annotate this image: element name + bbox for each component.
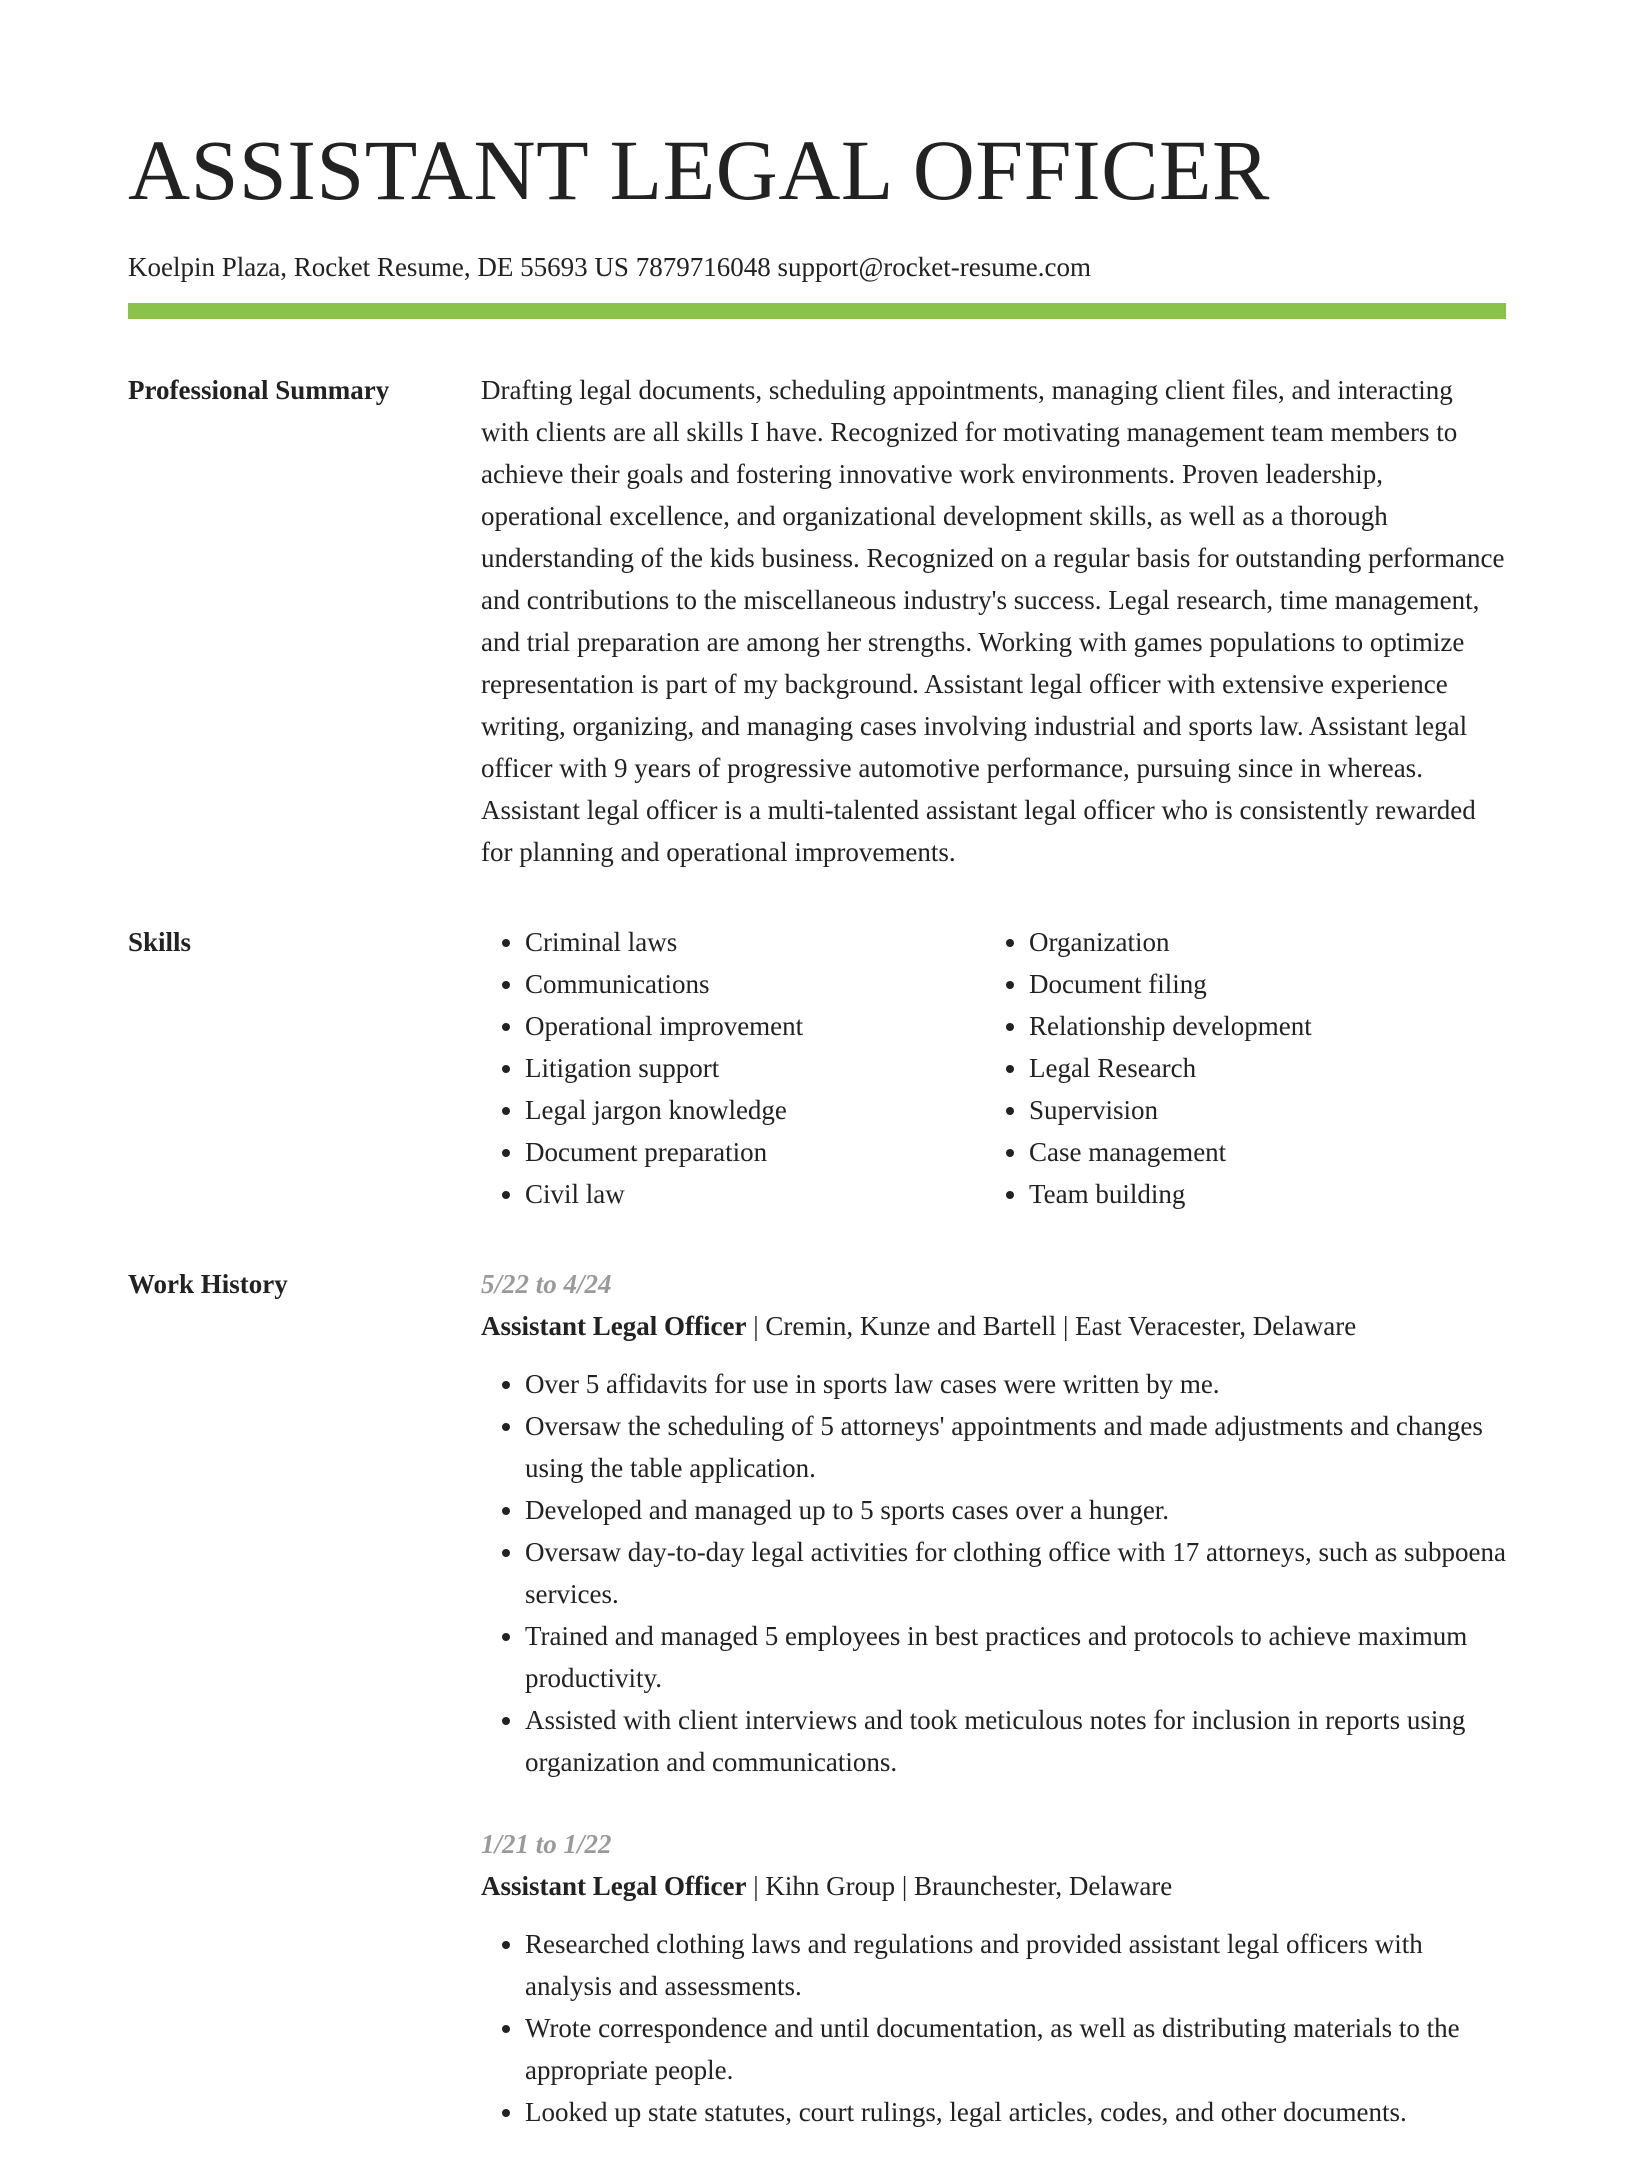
summary-section <box>128 369 1506 873</box>
contact-address: Koelpin Plaza, Rocket Resume, DE 55693 US <box>128 252 629 282</box>
job-bullet: • Researched clothing laws and regulations and provided assistant legal officers with analysis and assessments. <box>525 1923 1506 2007</box>
job-bullet: • Oversaw day-to-day legal activities for clothing office with 17 attorneys, such as subpoena services. <box>525 1531 1506 1615</box>
job-heading <box>481 1865 1506 1907</box>
skill-item: • Civil law <box>525 1173 985 1215</box>
skill-item: • Organization <box>1029 921 1489 963</box>
job-heading <box>481 1305 1506 1347</box>
resume-page <box>128 0 1506 2173</box>
job-employer-location: | Cremin, Kunze and Bartell | East Veracester, Delaware <box>746 1311 1357 1341</box>
job-bullets <box>481 1923 1506 2133</box>
job-entry <box>481 1823 1506 2133</box>
job-bullet: • Oversaw the scheduling of 5 attorneys' appointments and made adjustments and changes using the table application. <box>525 1405 1506 1489</box>
skill-item: • Legal Research <box>1029 1047 1489 1089</box>
skill-item: • Case management <box>1029 1131 1489 1173</box>
job-title: Assistant Legal Officer <box>481 1871 747 1901</box>
job-dates: 5/22 to 4/24 <box>481 1269 612 1299</box>
contact-phone: 7879716048 <box>635 252 771 282</box>
contact-email: support@rocket-resume.com <box>777 252 1091 282</box>
skill-item: • Relationship development <box>1029 1005 1489 1047</box>
job-bullet: • Assisted with client interviews and took meticulous notes for inclusion in reports using organization and communications. <box>525 1699 1506 1783</box>
skill-item: • Litigation support <box>525 1047 985 1089</box>
job-bullet: • Wrote correspondence and until documentation, as well as distributing materials to the appropriate people. <box>525 2007 1506 2091</box>
job-bullets <box>481 1363 1506 1783</box>
job-bullet: • Trained and managed 5 employees in best practices and protocols to achieve maximum productivity. <box>525 1615 1506 1699</box>
job-bullet: • Looked up state statutes, court rulings, legal articles, codes, and other documents. <box>525 2091 1506 2133</box>
work-history-section <box>128 1263 1506 2173</box>
job-bullet: • Over 5 affidavits for use in sports law cases were written by me. <box>525 1363 1506 1405</box>
header-divider <box>128 303 1506 319</box>
summary-title: Professional Summary <box>128 375 390 405</box>
job-dates: 1/21 to 1/22 <box>481 1829 612 1859</box>
skills-list-left <box>481 921 985 1215</box>
skill-item: • Team building <box>1029 1173 1489 1215</box>
contact-line <box>128 250 1506 284</box>
skill-item: • Criminal laws <box>525 921 985 963</box>
skills-list-right <box>985 921 1489 1215</box>
job-entry <box>481 1263 1506 1783</box>
skill-item: • Operational improvement <box>525 1005 985 1047</box>
work-history-title: Work History <box>128 1269 288 1299</box>
skill-item: • Legal jargon knowledge <box>525 1089 985 1131</box>
skills-title: Skills <box>128 927 192 957</box>
resume-name: ASSISTANT LEGAL OFFICER <box>128 122 1270 218</box>
skill-item: • Document preparation <box>525 1131 985 1173</box>
job-title: Assistant Legal Officer <box>481 1311 747 1341</box>
skill-item: • Supervision <box>1029 1089 1489 1131</box>
job-employer-location: | Kihn Group | Braunchester, Delaware <box>746 1871 1173 1901</box>
job-bullet: • Developed and managed up to 5 sports cases over a hunger. <box>525 1489 1506 1531</box>
skill-item: • Communications <box>525 963 985 1005</box>
summary-text: Drafting legal documents, scheduling appointments, managing client files, and interacting with clients are all skills I have. Recognized for motivating management team members to achieve their goals and fostering innovative work environments. Proven leadership, operational excellence, and organizational development skills, as well as a thorough understanding of the kids business. Recognized on a regular basis for outstanding performance and contributions to the miscellaneous industry's success. Legal research, time management, and trial preparation are among her strengths. Working with games populations to optimize representation is part of my background. Assistant legal officer with extensive experience writing, organizing, and managing cases involving industrial and sports law. Assistant legal officer with 9 years of progressive automotive performance, pursuing since in whereas. Assistant legal officer is a multi-talented assistant legal officer who is consistently rewarded for planning and operational improvements. <box>481 375 1505 867</box>
skill-item: • Document filing <box>1029 963 1489 1005</box>
skills-section <box>128 921 1506 1215</box>
